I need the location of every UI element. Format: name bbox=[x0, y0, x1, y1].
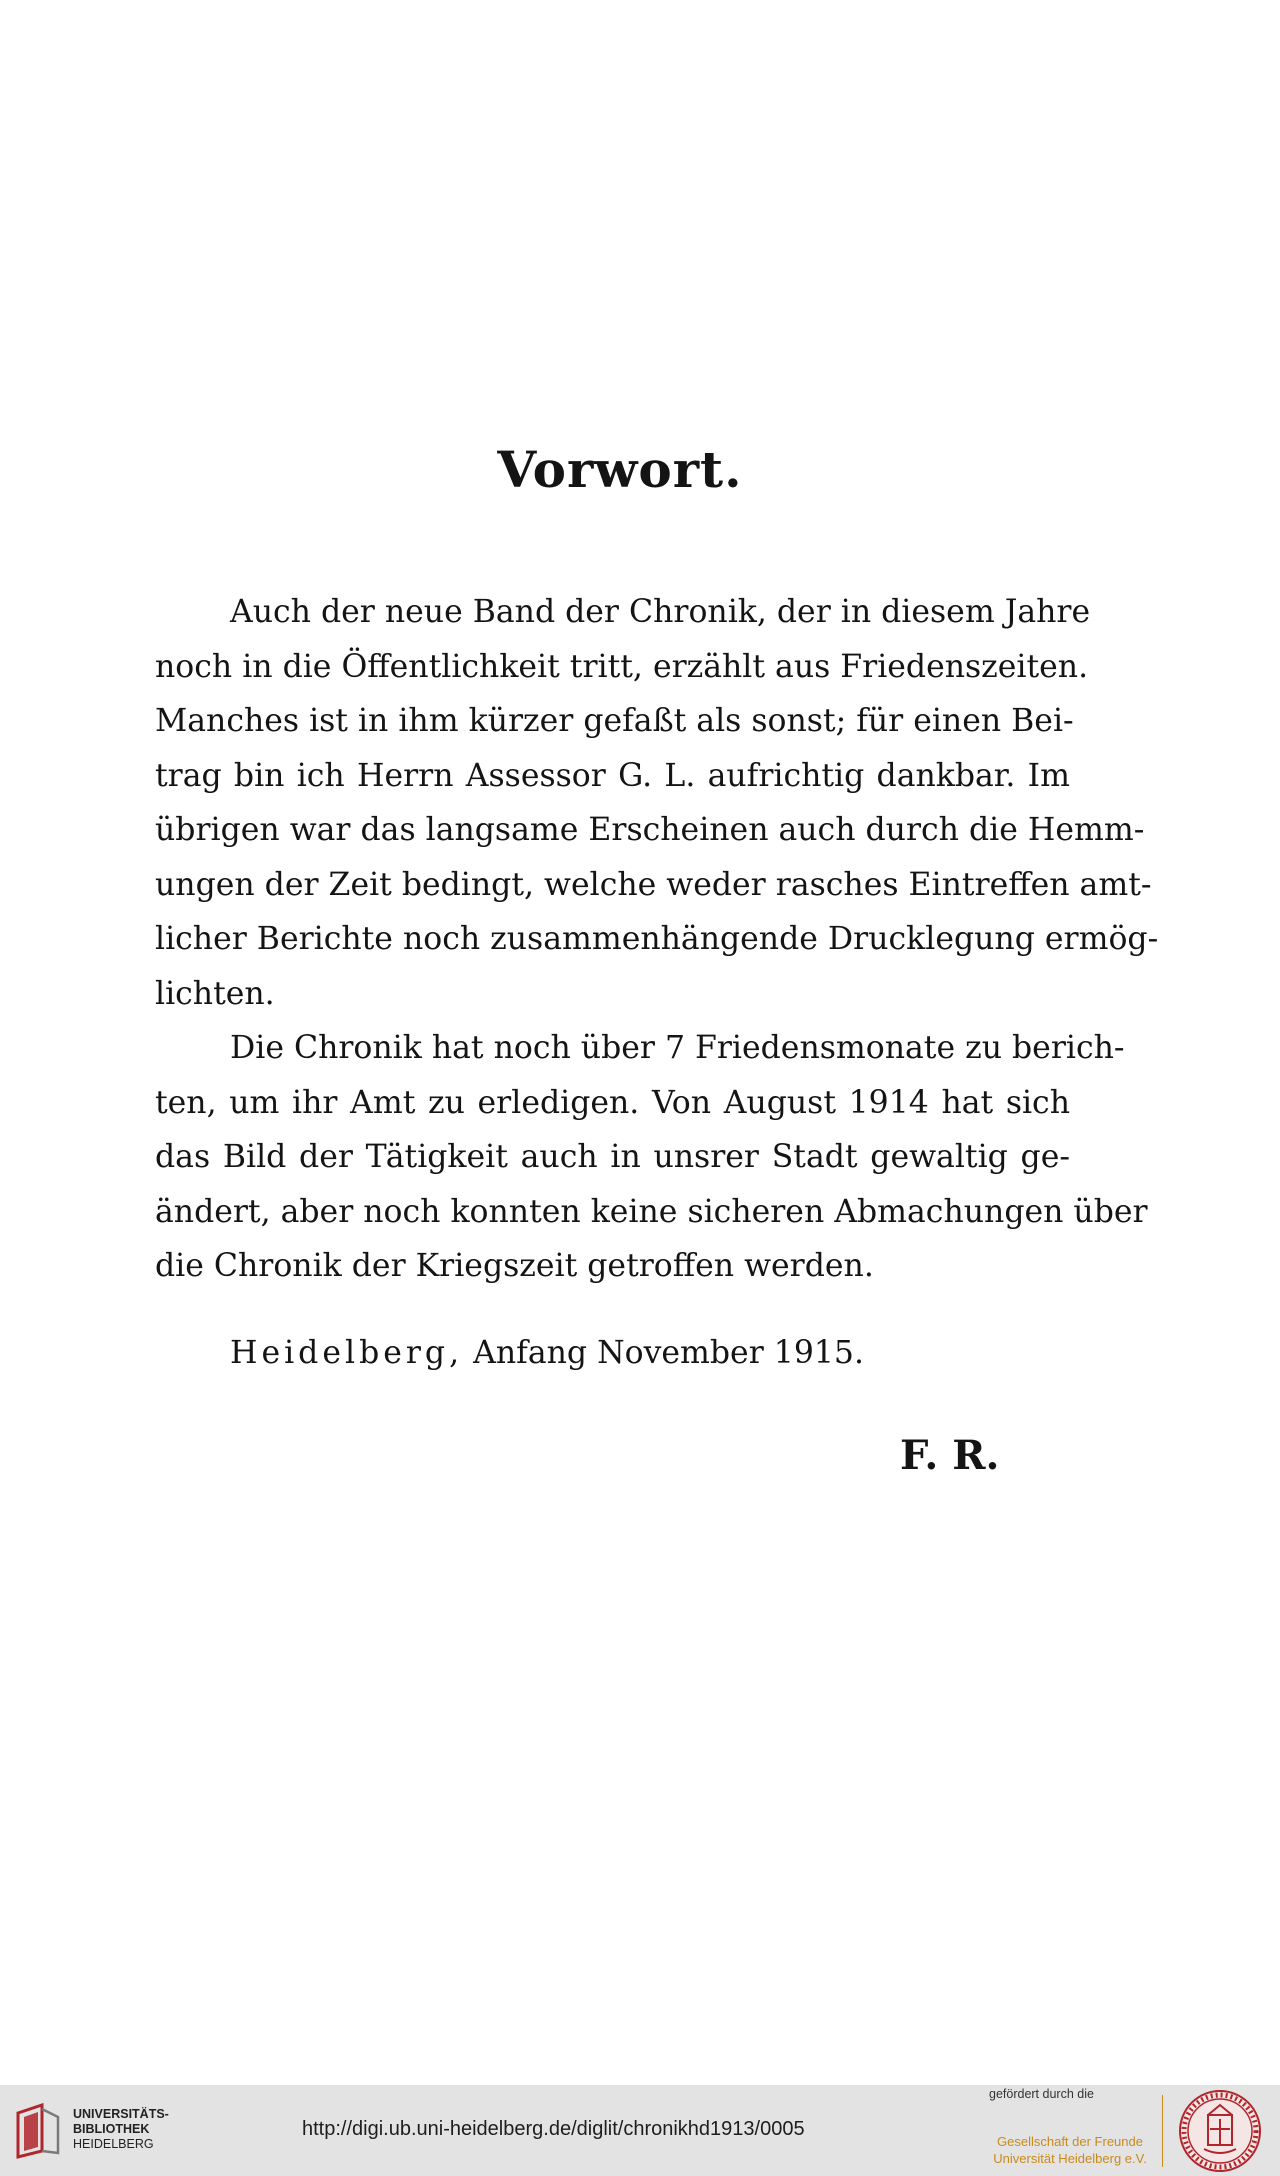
text-line: licher Berichte noch zusammenhängende Drucklegung ermög- bbox=[155, 921, 1159, 957]
text-line: ändert, aber noch konnten keine sicheren Abmachungen über bbox=[155, 1193, 1148, 1230]
library-name-line: HEIDELBERG bbox=[73, 2137, 154, 2151]
text-line: noch in die Öffentlichkeit tritt, erzählt aus Friedenszeiten. bbox=[155, 648, 1089, 685]
text-line: Die Chronik hat noch über 7 Friedensmonate zu berich- bbox=[230, 1030, 1125, 1066]
library-logo-icon bbox=[12, 2103, 64, 2159]
preface-text bbox=[155, 585, 1159, 1294]
date-text: Anfang November 1915. bbox=[473, 1335, 864, 1371]
page-title: Vorwort. bbox=[497, 440, 743, 499]
text-line: die Chronik der Kriegszeit getroffen werden. bbox=[155, 1248, 874, 1284]
paragraph-1 bbox=[155, 585, 1159, 1021]
permalink-url[interactable]: http://digi.ub.uni-heidelberg.de/diglit/chronikhd1913/0005 bbox=[302, 2118, 805, 2140]
text-line: das Bild der Tätigkeit auch in unsrer Stadt gewaltig ge- bbox=[155, 1139, 1070, 1175]
sponsor-intro: gefördert durch die bbox=[989, 2087, 1094, 2101]
library-name bbox=[73, 2107, 169, 2152]
text-line: lichten. bbox=[155, 975, 275, 1012]
sponsor-name-line: Gesellschaft der Freunde bbox=[997, 2134, 1143, 2149]
place-date-line bbox=[230, 1335, 864, 1371]
sponsor-name-line: Universität Heidelberg e.V. bbox=[993, 2151, 1147, 2166]
text-line: übrigen war das langsame Erscheinen auch durch die Hemm- bbox=[155, 812, 1145, 848]
text-line: Manches ist in ihm kürzer gefaßt als sonst; für einen Bei- bbox=[155, 703, 1074, 739]
library-name-line: BIBLIOTHEK bbox=[73, 2122, 150, 2136]
paragraph-2 bbox=[155, 1021, 1148, 1294]
text-line: ten, um ihr Amt zu erledigen. Von August 1914 hat sich bbox=[155, 1084, 1070, 1121]
university-seal-icon bbox=[1178, 2089, 1262, 2173]
place-name: Heidelberg, bbox=[230, 1335, 464, 1371]
text-line: Auch der neue Band der Chronik, der in diesem Jahre bbox=[230, 594, 1091, 630]
text-line: trag bin ich Herrn Assessor G. L. aufrichtig dankbar. Im bbox=[155, 757, 1070, 794]
library-name-line: UNIVERSITÄTS- bbox=[73, 2107, 169, 2121]
footer-divider bbox=[1162, 2095, 1163, 2167]
signature-initials: F. R. bbox=[900, 1432, 1000, 1479]
text-line: ungen der Zeit bedingt, welche weder rasches Eintreffen amt- bbox=[155, 866, 1152, 903]
footer-bar bbox=[0, 2085, 1280, 2176]
sponsor-block bbox=[985, 2087, 1155, 2167]
sponsor-name bbox=[985, 2133, 1155, 2167]
